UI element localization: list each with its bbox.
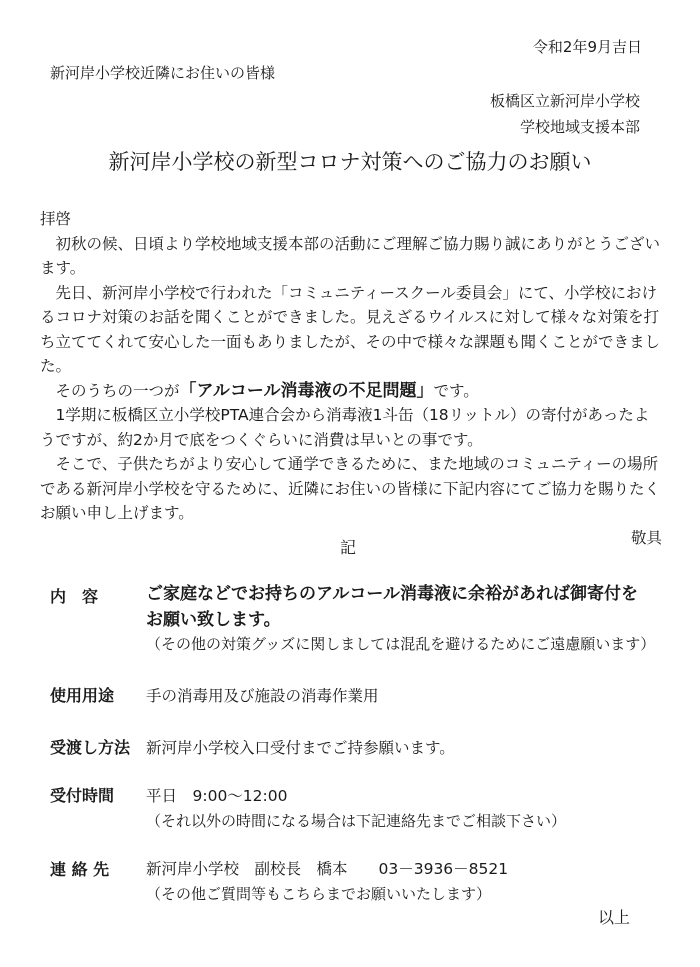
hours-note: （それ以外の時間になる場合は下記連絡先までご相談下さい） [146, 812, 567, 830]
paragraph-2: 先日、新河岸小学校で行われた「コミュニティースクール委員会」にて、小学校におけるコロナ対策のお話を聞くことができました。見えざるウイルスに対して様々な対策を打ち立ててくれて安心した一面もありましたが、その中で様々な課題も聞くことができました。 [40, 283, 661, 375]
paragraph-5: そこで、子供たちがより安心して通学できるために、また地域のコミュニティーの場所である新河岸小学校を守るために、近隣にお住いの皆様に下記内容にてご協力を賜りたくお願い申し上げます。 [40, 455, 661, 522]
letter-body [40, 207, 662, 550]
opening-greeting: 拝啓 [40, 210, 72, 228]
contact-value [146, 857, 508, 904]
delivery-label: 受渡し方法 [50, 738, 131, 757]
paragraph-3-suffix: です。 [433, 381, 479, 400]
usage-value: 手の消毒用及び施設の消毒作業用 [146, 687, 379, 705]
paragraph-4: 1学期に板橋区立小学校PTA連合会から消毒液1斗缶（18リットル）の寄付があったようですが、約2か月で底をつくぐらいに消費は早いとの事です。 [40, 406, 650, 449]
paragraph-3-prefix: そのうちの一つが [55, 381, 180, 400]
end-mark: 以上 [597, 908, 630, 927]
paragraph-3 [40, 379, 662, 404]
page-title: 新河岸小学校の新型コロナ対策へのご協力のお願い [108, 150, 592, 174]
ki-heading: 記 [340, 538, 357, 557]
addressee: 新河岸小学校近隣にお住いの皆様 [50, 64, 276, 82]
issuer-school: 板橋区立新河岸小学校 [489, 92, 640, 110]
hours-label: 受付時間 [50, 786, 115, 805]
content-line-1: ご家庭などでお持ちのアルコール消毒液に余裕があれば御寄付を [146, 584, 638, 604]
closing-keigu: 敬具 [630, 528, 662, 547]
hours-time: 平日 9:00～12:00 [146, 787, 288, 805]
content-line-2: お願い致します。 [146, 610, 281, 630]
paragraph-1: 初秋の候、日頃より学校地域支援本部の活動にご理解ご協力賜り誠にありがとうございます。 [40, 234, 661, 277]
contact-info: 新河岸小学校 副校長 橋本 03－3936－8521 [146, 860, 509, 878]
hours-value [146, 784, 566, 831]
contact-note: （その他ご質問等もこちらまでお願いいたします） [146, 885, 492, 903]
usage-label: 使用用途 [50, 686, 115, 705]
content-label: 内 容 [50, 587, 99, 606]
issuer-department: 学校地域支援本部 [519, 118, 640, 136]
content-note: （その他の対策グッズに関しましては混乱を避けるためにご遠慮願います） [146, 635, 656, 653]
contact-label: 連 絡 先 [50, 860, 110, 879]
delivery-value: 新河岸小学校入口受付までご持参願います。 [146, 739, 455, 757]
emphasis-text: 「アルコール消毒液の不足問題」 [179, 380, 434, 401]
content-value [146, 581, 655, 654]
date: 令和2年9月吉日 [532, 38, 642, 56]
